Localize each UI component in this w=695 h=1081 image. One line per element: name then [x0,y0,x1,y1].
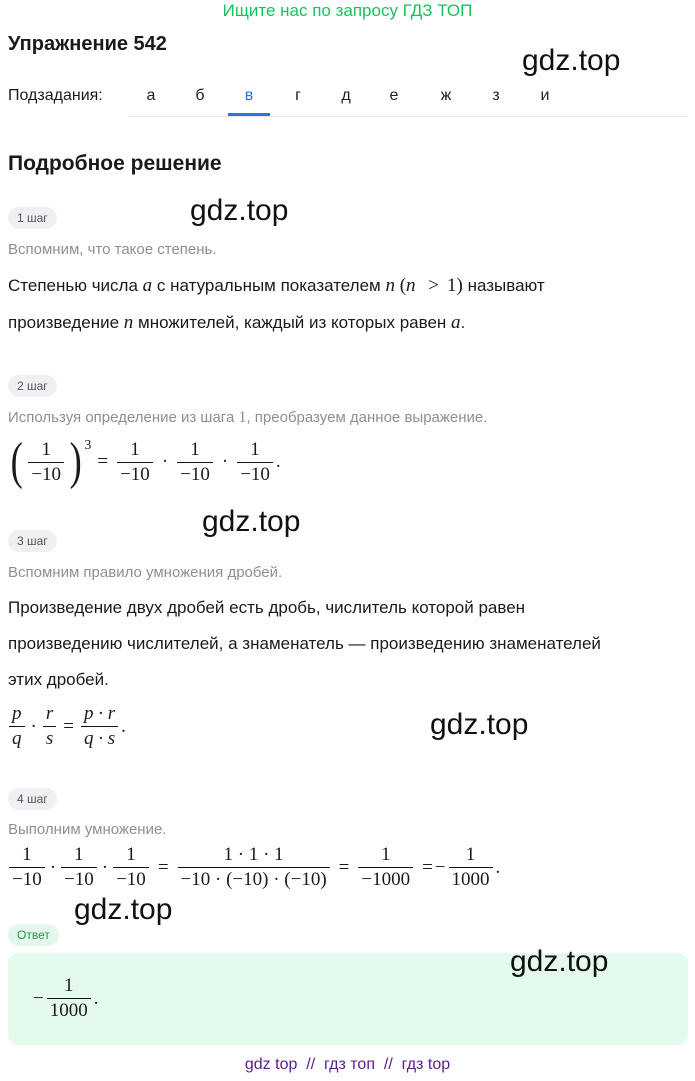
denominator: −1000 [358,867,413,891]
numerator: 1 [41,438,51,460]
step-2-hint [8,409,487,427]
answer-badge: Ответ [8,924,59,946]
math-paren: ( [399,275,407,296]
tab-i[interactable]: и [540,87,550,104]
period: . [495,856,501,878]
fraction [237,439,273,486]
numerator: 1 [380,844,391,865]
minus-sign: − [434,856,446,878]
tab-b[interactable]: б [195,87,205,104]
equals: = [422,856,433,878]
numerator: 1 [22,844,32,865]
step-2-badge: 2 шаг [8,375,57,397]
dot: · [49,856,57,878]
watermark: gdz.top [202,505,301,538]
text-segment: называют [467,276,545,295]
step-4-hint: Выполним умножение. [8,821,167,838]
tab-a[interactable]: а [146,87,156,104]
math-var-n: n [123,312,134,333]
math-var-a: a [142,275,153,296]
watermark: gdz.top [430,708,529,741]
text-segment: . [460,313,466,332]
fraction [61,844,97,891]
numerator: 1 [250,438,260,460]
exponent: 3 [84,438,92,453]
subtasks-tabs [128,80,688,117]
fraction [9,844,45,891]
math-one: 1 [238,409,247,426]
denominator: q [9,726,25,750]
denominator: −10 [237,462,273,486]
denominator: −10 [117,462,153,486]
minus-sign: − [33,987,44,1009]
watermark: gdz.top [74,893,173,926]
denominator: −10 · (−10) · (−10) [178,867,330,891]
dot: · [161,451,169,472]
watermark: gdz.top [510,945,609,978]
numerator: p · r [83,703,116,724]
step-1-hint: Вспомним, что такое степень. [8,241,217,258]
text-segment: Используя определение из шага [8,409,235,426]
denominator: s [43,726,56,750]
step-3-hint: Вспомним правило умножения дробей. [8,564,283,581]
step-1-line-2 [8,312,465,334]
numerator: 1 [465,844,476,865]
tab-d[interactable]: д [341,87,351,104]
step-1-badge: 1 шаг [8,207,57,229]
fraction [178,844,330,891]
subtasks-label: Подзадания: [8,87,103,104]
watermark: gdz.top [190,194,289,227]
paren-open: ( [10,433,23,490]
math-gt: > [428,275,439,296]
fraction [449,844,493,891]
fraction [358,844,413,891]
step-1-line-1 [8,275,545,297]
period: . [121,715,126,737]
denominator: −10 [113,867,149,891]
text-segment: с натуральным показателем [156,276,381,295]
denominator: 1000 [47,998,91,1022]
step-3-text-1: Произведение двух дробей есть дробь, числитель которой равен [8,598,526,617]
numerator: 1 [74,844,84,865]
equals: = [97,451,109,472]
fraction [9,703,25,750]
fraction [43,703,56,750]
tab-e[interactable]: е [389,87,399,104]
step-3-formula [6,703,126,750]
text-segment: произведение [8,313,120,332]
numerator: r [45,703,54,724]
tab-zh[interactable]: ж [440,87,452,104]
answer-formula [33,975,98,1022]
step-2-formula [8,433,281,490]
equals: = [157,856,169,878]
numerator: p [12,703,22,724]
math-one: 1 [447,275,457,296]
step-4-formula [6,844,500,891]
step-3-badge: 3 шаг [8,530,57,552]
denominator: −10 [9,867,45,891]
period: . [93,987,99,1009]
math-var-n: n [406,275,416,296]
math-paren: ) [456,275,463,296]
dot: · [30,715,37,737]
fraction [47,975,91,1022]
step-3-text-3: этих дробей. [8,670,109,689]
numerator: 1 [126,844,136,865]
denominator: q · s [81,726,118,750]
tab-g[interactable]: г [295,87,301,104]
denominator: −10 [177,462,213,486]
math-var-n: n [385,275,395,296]
step-3-text-2: произведению числителей, а знаменатель — произведению знаменателей [8,634,601,653]
numerator: 1 · 1 · 1 [223,844,284,865]
fraction [177,439,213,486]
text-segment: Степенью числа [8,276,138,295]
numerator: 1 [190,438,200,460]
fraction [117,439,153,486]
dot: · [221,451,229,472]
denominator: −10 [28,462,64,486]
section-title: Подробное решение [8,152,222,175]
numerator: 1 [63,975,74,996]
fraction [113,844,149,891]
tab-z[interactable]: з [492,87,500,104]
paren-close: ) [69,433,82,490]
page-title: Упражнение 542 [8,33,167,55]
dot: · [101,856,109,878]
promo-banner[interactable]: Ищите нас по запросу ГДЗ ТОП [222,1,473,20]
math-var-a: a [451,312,461,333]
period: . [275,451,281,472]
step-4-badge: 4 шаг [8,788,57,810]
denominator: −10 [61,867,97,891]
denominator: 1000 [449,867,493,891]
numerator: 1 [130,438,140,460]
fraction [81,703,118,750]
equals: = [338,856,350,878]
equals: = [63,715,74,737]
text-segment: , преобразуем данное выражение. [246,409,488,426]
watermark: gdz.top [522,44,621,77]
tab-v-active[interactable]: в [228,80,270,116]
text-segment: множителей, каждый из которых равен [138,313,447,332]
footer-links[interactable]: gdz top // гдз топ // гдз top [244,1056,451,1073]
fraction [28,439,64,486]
